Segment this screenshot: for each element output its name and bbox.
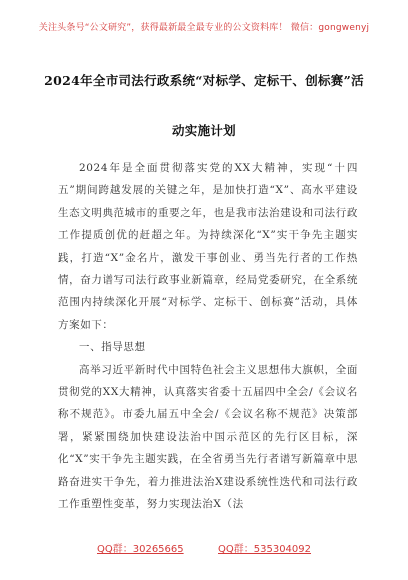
header-note: 关注头条号“公文研究”，获得最新最全最专业的公文资料库！ 微信：gongwenyj xyxy=(38,23,370,33)
qq-group-link-1[interactable]: QQ群：30265665 xyxy=(96,544,184,555)
qq-group-link-2[interactable]: QQ群：535304092 xyxy=(218,544,312,555)
document-title-line-1: 2024年全市司法行政系统“对标学、定标干、创标赛”活 xyxy=(44,73,364,88)
footer xyxy=(0,540,408,555)
document-title-line-2: 动实施计划 xyxy=(171,123,236,138)
section-heading-guiding-ideology: 一、指导思想 xyxy=(79,341,146,354)
guiding-ideology-paragraph: 高举习近平新时代中国特色社会主义思想伟大旗帜，全面贯彻党的XX大精神，认真落实省委十五届四中全会/《会议名称不规范》。市委九届五中全会/《会议名称不规范》决策部署，紧紧围绕加快建设法治中国示范区的先行区目标，深化“X”实干争先主题实践，在全省勇当先行者谱写新篇章中思路奋进实干争先，着力推进法治X建设系统性迭代和司法行政工作重塑性变革，努力实现法治X（法 xyxy=(58,363,358,511)
document-body xyxy=(58,157,358,516)
intro-paragraph: 2024年是全面贯彻落实党的XX大精神，实现“十四五”期间跨越发展的关键之年，是加快打造“X”、高水平建设生态文明典范城市的重要之年，也是我市法治建设和司法行政工作提质创优的赶超之年。为持续深化“X”实干争先主题实践，打造“X”金名片，激发干事创业、勇当先行者的工作热情，奋力谱写司法行政事业新篇章，经局党委研究，在全系统范围内持续深化开展“对标学、定标干、创标赛”活动，具体方案如下： xyxy=(58,162,358,331)
